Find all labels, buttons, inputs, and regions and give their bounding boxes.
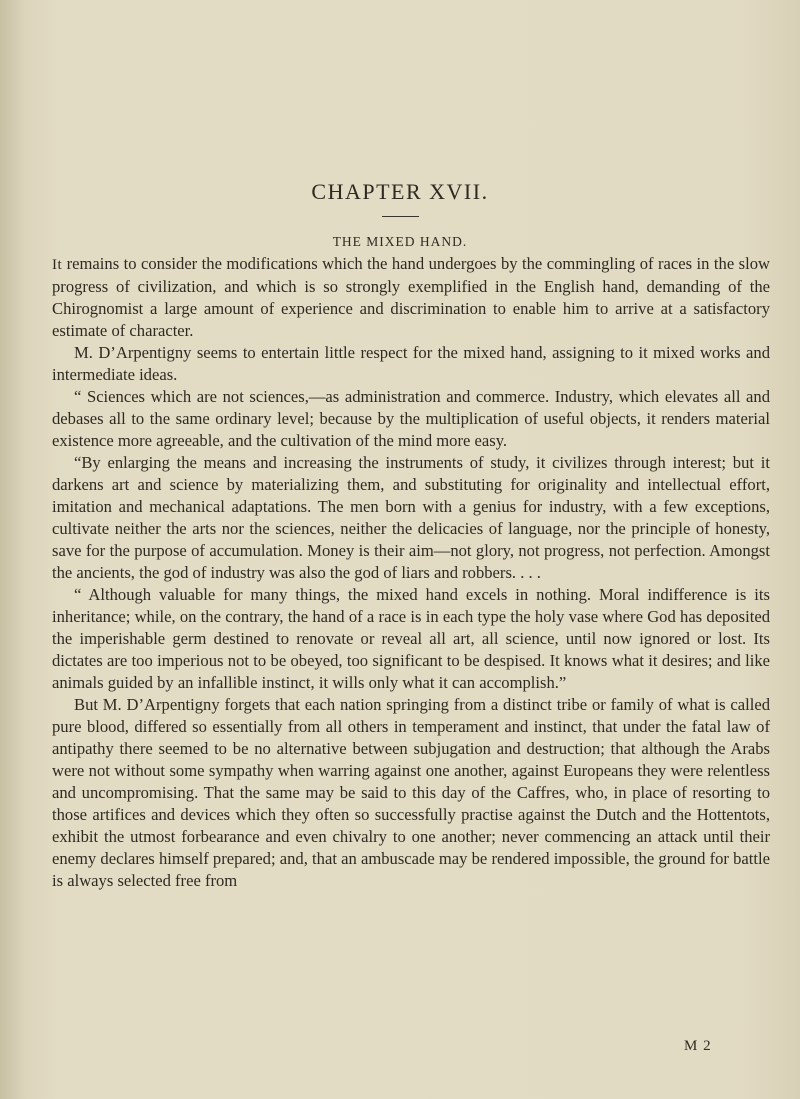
chapter-title: CHAPTER XVII. — [311, 179, 489, 204]
body-text — [52, 253, 770, 892]
title-rule — [382, 216, 419, 217]
paragraph-1 — [52, 253, 770, 342]
paragraph-3: “ Sciences which are not sciences,—as administration and commerce. Industry, which elevates all and debases all to the same ordinary level; because by the multiplication of useful objects, it renders material existence more agreeable, and the cultivation of the mind more easy. — [52, 387, 770, 450]
paragraph-4: “By enlarging the means and increasing the instruments of study, it civilizes through interest; but it darkens art and science by materializing them, and substituting for originality and intellectual effort, imitation and mechanical adaptations. The men born with a genius for industry, with a few exceptions, cultivate neither the arts nor the sciences, neither the delicacies of language, nor the principle of honesty, save for the purpose of accumulation. Money is their aim—not glory, not progress, not perfection. Amongst the ancients, the god of industry was also the god of liars and robbers. . . . — [52, 453, 770, 582]
signature-mark: M 2 — [684, 1038, 712, 1054]
drop-initial: It — [52, 257, 63, 273]
paragraph-6: But M. D’Arpentigny forgets that each nation springing from a distinct tribe or family of what is called pure blood, differed so essentially from all others in temperament and instinct, that under the fatal law of antipathy there seemed to be no alternative between subjugation and destruction; that although the Arabs were not without some sympathy when warring against one another, against Europeans they were relentless and uncompromising. That the same may be said to this day of the Caffres, who, in place of resorting to those artifices and devices which they often so successfully practise against the Dutch and the Hottentots, exhibit the utmost forbearance and even chivalry to one another; never commencing an attack until their enemy declares himself prepared; and, that an ambuscade may be rendered impossible, the ground for battle is always selected free from — [52, 695, 770, 890]
paragraph-2: M. D’Arpentigny seems to entertain little respect for the mixed hand, assigning to it mixed works and intermediate ideas. — [52, 343, 770, 384]
paragraph-5: “ Although valuable for many things, the mixed hand excels in nothing. Moral indifference is its inheritance; while, on the contrary, the hand of a race is in each type the holy vase where God has deposited the imperishable germ destined to renovate or reveal all art, all science, until now ignored or lost. Its dictates are too imperious not to be obeyed, too significant to be despised. It knows what it desires; and like animals guided by an infallible instinct, it wills only what it can accomplish.” — [52, 585, 770, 692]
paragraph-1-text: remains to consider the modifications which the hand undergoes by the commingling of races in the slow progress of civilization, and which is so strongly exemplified in the English hand, demanding of the Chirognomist a large amount of experience and discrimination to enable him to arrive at a satisfactory estimate of character. — [52, 254, 770, 340]
section-title: THE MIXED HAND. — [332, 234, 468, 249]
